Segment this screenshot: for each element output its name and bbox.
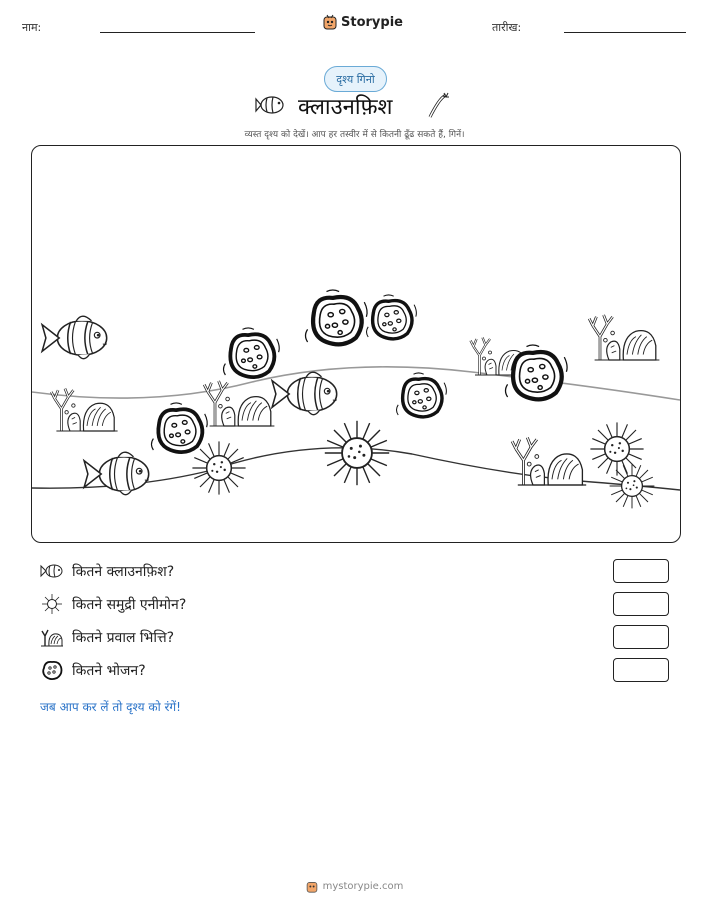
clownfish (272, 372, 337, 415)
footer (0, 880, 709, 893)
coral-reef (204, 381, 274, 426)
question-text: कितने क्लाउनफ़िश? (72, 563, 175, 580)
name-label: नाम: (22, 21, 42, 34)
food-item (224, 328, 280, 377)
food-item (306, 290, 368, 344)
category-pill: दृश्य गिनो (324, 66, 387, 92)
question-text: कितने भोजन? (72, 662, 146, 679)
food-item (397, 373, 447, 417)
sea-anemone (192, 441, 245, 494)
clownfish (84, 452, 149, 495)
food-item (367, 295, 417, 339)
answer-box-food[interactable] (613, 658, 669, 682)
name-line[interactable] (100, 32, 255, 33)
coral-reef-icon (40, 626, 64, 648)
brand-logo (323, 14, 403, 30)
answer-box-coral[interactable] (613, 625, 669, 649)
coral-reef (589, 315, 659, 360)
page-title: क्लाउनफ़िश (298, 95, 393, 120)
question-food (40, 659, 146, 681)
storypie-mascot-icon (323, 14, 337, 30)
storypie-mascot-icon (306, 880, 318, 893)
clownfish (42, 316, 107, 359)
question-text: कितने समुद्री एनीमोन? (72, 596, 187, 613)
question-coral (40, 626, 174, 648)
food-item (152, 403, 208, 452)
color-prompt: जब आप कर लें तो दृश्य को रंगें! (40, 700, 181, 714)
question-text: कितने प्रवाल भित्ति? (72, 629, 175, 646)
answer-box-clownfish[interactable] (613, 559, 669, 583)
anemone-title-icon (424, 91, 452, 119)
upper-wave-line (32, 367, 680, 400)
coral-reef (512, 438, 586, 486)
scene-drawing (32, 146, 680, 542)
instructions: व्यस्त दृश्य को देखें। आप हर तस्वीर में से कितनी ढूँढ सकते हैं, गिनें। (244, 130, 465, 140)
date-label: तारीख: (492, 21, 522, 34)
answer-box-anemone[interactable] (613, 592, 669, 616)
sea-anemone (325, 421, 389, 485)
clownfish-icon (40, 560, 64, 582)
sea-anemone (590, 422, 643, 475)
counting-scene (31, 145, 681, 543)
question-clownfish (40, 560, 174, 582)
date-line[interactable] (564, 32, 686, 33)
footer-url[interactable]: mystorypie.com (322, 881, 404, 892)
question-anemone (40, 593, 186, 615)
sea-anemone (610, 464, 655, 509)
food-icon (40, 659, 64, 681)
brand-name: Storypie (341, 14, 403, 30)
clownfish-title-icon (255, 93, 287, 117)
sea-anemone-icon (40, 593, 64, 615)
